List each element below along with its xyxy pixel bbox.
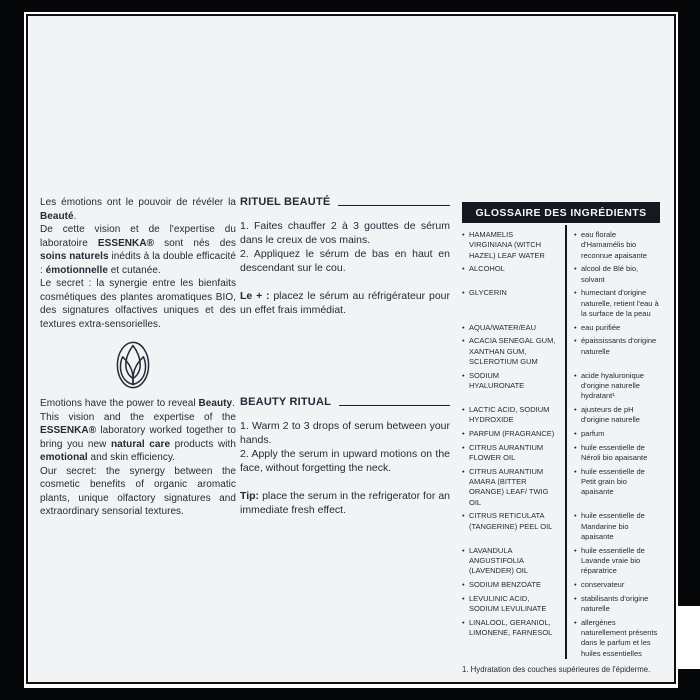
ingredient-cell xyxy=(462,230,565,261)
ingredient-cell xyxy=(462,546,565,577)
description-cell xyxy=(565,288,660,319)
package-flap-bottom xyxy=(0,688,700,700)
section-title: RITUEL BEAUTÉ xyxy=(240,196,331,208)
glossary-row xyxy=(462,405,660,426)
bullet-icon: • xyxy=(574,264,577,274)
description-cell xyxy=(565,323,660,333)
tip-text-en: Tip: place the serum in the refrigerator for an immediate fresh effect. xyxy=(240,490,450,516)
ritual-section-fr xyxy=(240,196,450,317)
bullet-icon: • xyxy=(462,336,465,346)
bullet-icon: • xyxy=(462,617,465,627)
bullet-icon: • xyxy=(462,579,465,589)
ingredient-cell xyxy=(462,511,565,542)
ingredient-cell xyxy=(462,467,565,508)
bullet-icon: • xyxy=(462,230,465,239)
glossary-footnote: 1. Hydratation des couches supérieures de l'épiderme. xyxy=(462,665,651,674)
description-cell xyxy=(565,230,660,261)
bullet-icon: • xyxy=(574,370,577,380)
ingredient-cell xyxy=(462,288,565,319)
steps-list xyxy=(240,419,450,475)
bullet-icon: • xyxy=(574,579,577,589)
glossary-row xyxy=(462,230,660,261)
bullet-icon: • xyxy=(574,511,577,521)
glossary-rows xyxy=(462,230,660,659)
bullet-icon: • xyxy=(574,545,577,555)
bullet-icon: • xyxy=(462,322,465,332)
ritual-section-en xyxy=(240,396,450,517)
ingredient-cell xyxy=(462,323,565,333)
bullet-icon: • xyxy=(462,511,465,521)
ingredient-name: LACTIC ACID, SODIUM HYDROXIDE xyxy=(469,404,550,425)
description-cell xyxy=(565,336,660,367)
description-cell xyxy=(565,618,660,659)
package-flap-left xyxy=(0,0,24,700)
glossary-row xyxy=(462,618,660,659)
description-cell xyxy=(565,511,660,542)
description-cell xyxy=(565,371,660,402)
ingredient-description: eau purifiée xyxy=(581,322,621,332)
ingredient-cell xyxy=(462,594,565,615)
heading-rule xyxy=(339,405,450,407)
ingredient-name: PARFUM (FRAGRANCE) xyxy=(469,429,555,438)
ingredient-description: parfum xyxy=(581,429,605,438)
section-title: BEAUTY RITUAL xyxy=(240,396,332,408)
ingredient-description: conservateur xyxy=(581,579,625,589)
ingredient-name: LINALOOL, GERANIOL, LIMONENE, FARNESOL xyxy=(469,617,553,637)
ingredient-description: huile essentielle de Lavande vraie bio réparatrice xyxy=(581,545,645,576)
bullet-icon: • xyxy=(462,429,465,438)
ingredient-cell xyxy=(462,618,565,659)
ingredient-name: ALCOHOL xyxy=(469,264,505,274)
bullet-icon: • xyxy=(462,442,465,452)
step-text: 2. Appliquez le sérum de bas en haut en descendant sur le cou. xyxy=(240,248,450,274)
intro-paragraph-fr: Les émotions ont le pouvoir de révéler la Beauté. De cette vision et de l'expertise du laboratoire ESSENKA® sont nés des soins naturels inédits à la double efficacité : émotionnelle et cutanée. Le secret : la synergie entre les bienfaits cosmétiques des plantes aromatiques BIO, des signatures olfactives uniques et des textures extra-sensorielles. xyxy=(40,197,237,330)
glossary-header: GLOSSAIRE DES INGRÉDIENTS xyxy=(462,202,660,223)
description-cell xyxy=(565,264,660,285)
ingredient-description: stabilisants d'origine naturelle xyxy=(581,593,649,613)
glossary-row xyxy=(462,546,660,577)
ingredient-name: LEVULINIC ACID, SODIUM LEVULINATE xyxy=(469,593,547,613)
tip-text-fr: Le + : placez le sérum au réfrigérateur pour un effet frais immédiat. xyxy=(240,290,450,316)
ingredient-description: allergènes naturellement présents dans le parfum et les huiles essentielles xyxy=(581,617,658,658)
bullet-icon: • xyxy=(462,466,465,476)
ingredient-name: AQUA/WATER/EAU xyxy=(469,322,537,332)
bullet-icon: • xyxy=(462,264,465,274)
bullet-icon: • xyxy=(574,617,577,627)
step-text: 2. Apply the serum in upward motions on the face, without forgetting the neck. xyxy=(240,448,450,474)
steps-list xyxy=(240,219,450,275)
bullet-icon: • xyxy=(462,545,465,555)
ingredient-cell xyxy=(462,336,565,367)
package-flap-top xyxy=(0,0,700,12)
ingredient-name: LAVANDULA ANGUSTIFOLIA (LAVENDER) OIL xyxy=(469,545,529,576)
glossary-row xyxy=(462,336,660,367)
bullet-icon: • xyxy=(462,370,465,380)
ingredient-description: huile essentielle de Néroli bio apaisante xyxy=(581,442,648,463)
section-heading-en xyxy=(240,396,450,408)
package-flap-right xyxy=(678,0,700,606)
ingredient-cell xyxy=(462,371,565,402)
ingredient-description: acide hyaluronique d'origine naturelle hydratant¹ xyxy=(581,370,644,401)
ingredient-name: SODIUM BENZOATE xyxy=(469,579,541,589)
ingredients-glossary xyxy=(462,202,660,674)
section-heading-fr xyxy=(240,196,450,208)
ingredient-cell xyxy=(462,405,565,426)
ingredient-description: humectant d'origine naturelle, retient l'eau à la surface de la peau xyxy=(581,288,659,318)
bullet-icon: • xyxy=(574,429,577,438)
ingredient-name: GLYCERIN xyxy=(469,288,507,298)
ingredient-name: ACACIA SENEGAL GUM, XANTHAN GUM, SCLEROTIUM GUM xyxy=(469,336,556,366)
ingredient-name: HAMAMELIS VIRGINIANA (WITCH HAZEL) LEAF WATER xyxy=(469,230,545,260)
glossary-row xyxy=(462,467,660,508)
ingredient-name: SODIUM HYALURONATE xyxy=(469,370,525,390)
bullet-icon: • xyxy=(574,322,577,332)
ingredient-description: ajusteurs de pH d'origine naturelle xyxy=(581,404,640,425)
ingredient-description: épaississants d'origine naturelle xyxy=(581,336,657,356)
ingredient-cell xyxy=(462,580,565,590)
description-cell xyxy=(565,580,660,590)
description-cell xyxy=(565,443,660,464)
ingredient-cell xyxy=(462,264,565,285)
glossary-row xyxy=(462,511,660,542)
ingredient-description: eau florale d'Hamamélis bio reconnue apaisante xyxy=(581,230,647,260)
column-divider xyxy=(565,225,567,659)
essenka-flower-logo-icon xyxy=(116,341,150,389)
description-cell xyxy=(565,467,660,508)
description-cell xyxy=(565,405,660,426)
ingredient-description: huile essentielle de Petit grain bio apaisante xyxy=(581,466,645,497)
bullet-icon: • xyxy=(574,230,577,239)
ingredient-name: CITRUS AURANTIUM FLOWER OIL xyxy=(469,442,544,463)
description-cell xyxy=(565,546,660,577)
glossary-row xyxy=(462,594,660,615)
description-cell xyxy=(565,429,660,439)
glossary-row xyxy=(462,429,660,439)
bullet-icon: • xyxy=(574,336,577,346)
bullet-icon: • xyxy=(462,404,465,414)
glossary-row xyxy=(462,323,660,333)
description-cell xyxy=(565,594,660,615)
step-text: 1. Faites chauffer 2 à 3 gouttes de sérum dans le creux de vos mains. xyxy=(240,220,450,246)
heading-rule xyxy=(338,205,450,207)
bullet-icon: • xyxy=(462,288,465,298)
glossary-row xyxy=(462,288,660,319)
glossary-row xyxy=(462,443,660,464)
ingredient-description: alcool de Blé bio, solvant xyxy=(581,264,639,284)
ingredient-cell xyxy=(462,429,565,439)
glossary-row xyxy=(462,264,660,285)
bullet-icon: • xyxy=(462,593,465,603)
bullet-icon: • xyxy=(574,404,577,414)
ingredient-description: huile essentielle de Mandarine bio apaisante xyxy=(581,511,645,541)
glossary-row xyxy=(462,580,660,590)
intro-paragraph-en: Emotions have the power to reveal Beauty. This vision and the expertise of the ESSENKA® laboratory worked together to bring you new natural care products with emotional and skin efficiency. Our secret: the synergy between the cosmetic benefits of organic aromatic plants, unique olfactory signatures and extraordinary sensorial textures. xyxy=(40,398,236,517)
bullet-icon: • xyxy=(574,466,577,476)
bullet-icon: • xyxy=(574,442,577,452)
bullet-icon: • xyxy=(574,593,577,603)
bullet-icon: • xyxy=(574,288,577,298)
glossary-row xyxy=(462,371,660,402)
ingredient-name: CITRUS RETICULATA (TANGERINE) PEEL OIL xyxy=(469,511,553,531)
ingredient-name: CITRUS AURANTIUM AMARA (BITTER ORANGE) LEAF/ TWIG OIL xyxy=(469,466,549,507)
label-panel xyxy=(26,14,676,684)
ingredient-cell xyxy=(462,443,565,464)
step-text: 1. Warm 2 to 3 drops of serum between your hands. xyxy=(240,420,450,446)
